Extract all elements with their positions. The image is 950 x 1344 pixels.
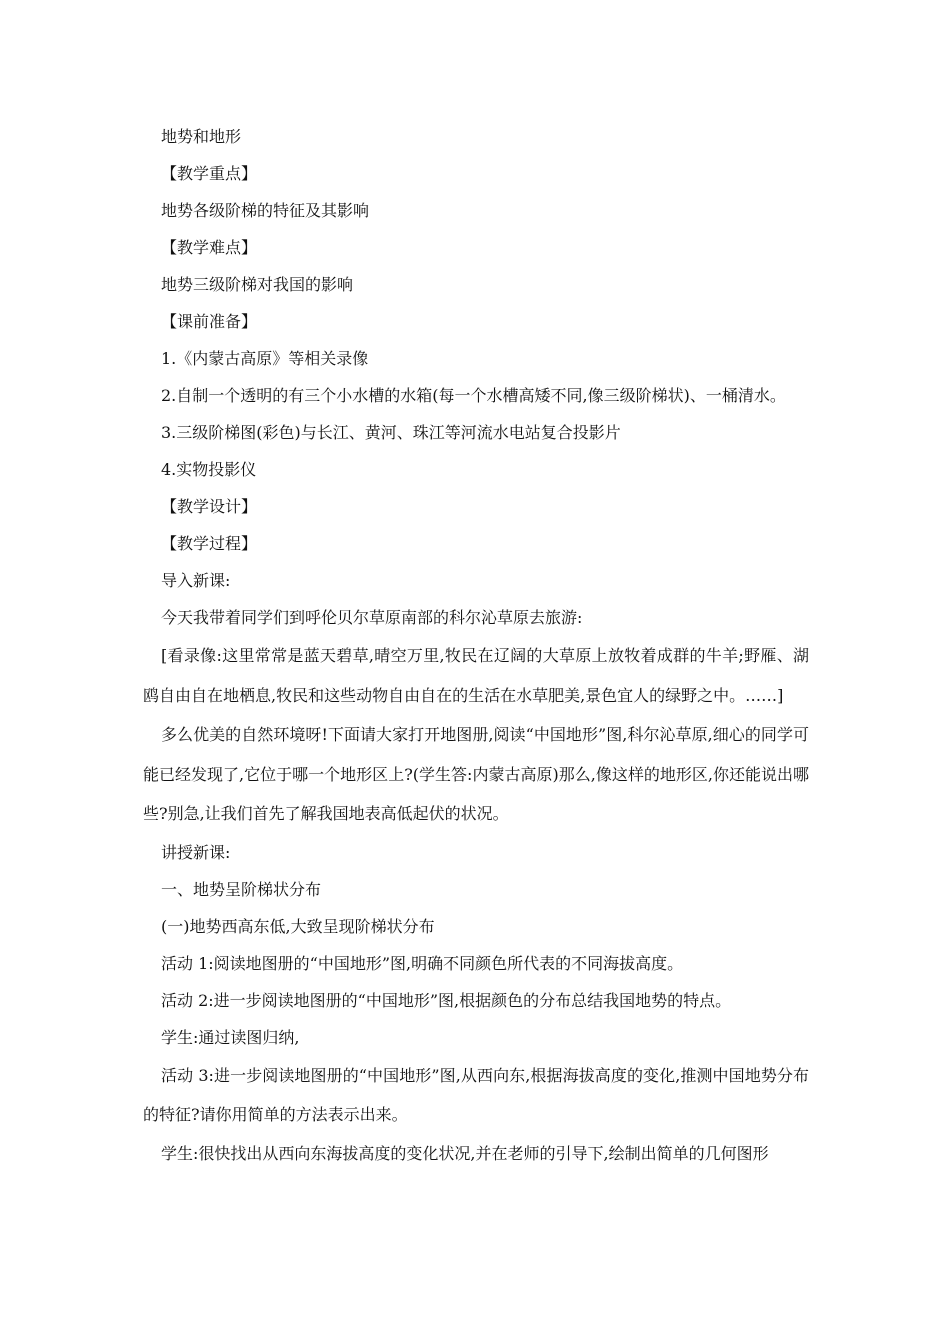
heading-difficulties: 【教学难点】 (161, 238, 258, 257)
paragraph: 多么优美的自然环境呀!下面请大家打开地图册,阅读“中国地形”图,科尔沁草原,细心的同学可能已经发现了,它位于哪一个地形区上?(学生答:内蒙古高原)那么,像这样的地形区,你还能说出哪些?别急,让我们首先了解我国地表高低起伏的状况。 (143, 725, 809, 823)
paragraph: 活动 3:进一步阅读地图册的“中国地形”图,从西向东,根据海拔高度的变化,推测中国地势分布的特征?请你用简单的方法表示出来。 (143, 1065, 809, 1124)
heading-design: 【教学设计】 (161, 497, 258, 516)
paragraph: 活动 2:进一步阅读地图册的“中国地形”图,根据颜色的分布总结我国地势的特点。 (161, 990, 732, 1010)
section-title: 地势和地形 (161, 127, 242, 146)
list-item: 1.《内蒙古高原》等相关录像 (161, 349, 369, 368)
paragraph: 讲授新课: (161, 842, 231, 862)
paragraph: 地势各级阶梯的特征及其影响 (161, 201, 370, 220)
heading-process: 【教学过程】 (161, 534, 258, 553)
paragraph: [看录像:这里常常是蓝天碧草,晴空万里,牧民在辽阔的大草原上放牧着成群的牛羊;野雁、湖鸥自由自在地栖息,牧民和这些动物自由自在的生活在水草肥美,景色宜人的绿野之中。……] (143, 646, 809, 705)
paragraph: 活动 1:阅读地图册的“中国地形”图,明确不同颜色所代表的不同海拔高度。 (161, 953, 684, 973)
list-item: 3.三级阶梯图(彩色)与长江、黄河、珠江等河流水电站复合投影片 (161, 423, 621, 442)
heading-key-points: 【教学重点】 (161, 164, 258, 183)
subheading: (一)地势西高东低,大致呈现阶梯状分布 (161, 916, 435, 936)
paragraph: 地势三级阶梯对我国的影响 (161, 275, 354, 294)
paragraph: 今天我带着同学们到呼伦贝尔草原南部的科尔沁草原去旅游: (161, 608, 583, 627)
list-item: 2.自制一个透明的有三个小水槽的水箱(每一个水槽高矮不同,像三级阶梯状)、一桶清水。 (161, 386, 786, 405)
heading-preparation: 【课前准备】 (161, 312, 258, 331)
paragraph: 导入新课: (161, 571, 231, 590)
list-item: 4.实物投影仪 (161, 460, 257, 479)
document-body (143, 118, 809, 1172)
paragraph: 学生:很快找出从西向东海拔高度的变化状况,并在老师的引导下,绘制出简单的几何图形 (161, 1143, 769, 1163)
paragraph: 学生:通过读图归纳, (161, 1027, 300, 1047)
subheading: 一、地势呈阶梯状分布 (161, 879, 322, 899)
